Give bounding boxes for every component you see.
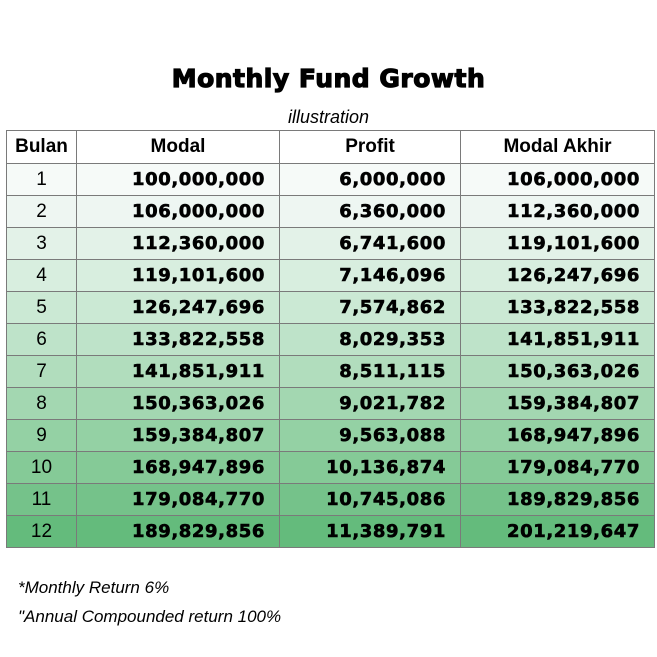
page-title: Monthly Fund Growth [171, 64, 486, 93]
header-profit: Profit [280, 131, 461, 164]
cell-modal-akhir: 150,363,026 [461, 356, 655, 388]
cell-profit: 6,741,600 [280, 228, 461, 260]
cell-modal-akhir: 141,851,911 [461, 324, 655, 356]
cell-modal-akhir: 189,829,856 [461, 484, 655, 516]
table-row [7, 356, 655, 388]
cell-bulan: 5 [7, 292, 77, 324]
header-modal: Modal [77, 131, 280, 164]
cell-bulan: 11 [7, 484, 77, 516]
cell-bulan: 10 [7, 452, 77, 484]
cell-bulan: 1 [7, 164, 77, 196]
cell-modal: 159,384,807 [77, 420, 280, 452]
fund-growth-table [6, 130, 655, 548]
cell-bulan: 4 [7, 260, 77, 292]
cell-profit: 8,511,115 [280, 356, 461, 388]
cell-bulan: 3 [7, 228, 77, 260]
cell-modal: 141,851,911 [77, 356, 280, 388]
cell-profit: 9,021,782 [280, 388, 461, 420]
cell-bulan: 6 [7, 324, 77, 356]
cell-modal: 133,822,558 [77, 324, 280, 356]
cell-profit: 10,136,874 [280, 452, 461, 484]
table-row [7, 228, 655, 260]
note-monthly-return: *Monthly Return 6% [18, 578, 170, 597]
footnotes [18, 573, 281, 631]
cell-bulan: 7 [7, 356, 77, 388]
cell-bulan: 2 [7, 196, 77, 228]
table-row [7, 164, 655, 196]
cell-modal: 179,084,770 [77, 484, 280, 516]
cell-profit: 7,574,862 [280, 292, 461, 324]
cell-modal-akhir: 179,084,770 [461, 452, 655, 484]
cell-profit: 6,000,000 [280, 164, 461, 196]
cell-profit: 6,360,000 [280, 196, 461, 228]
cell-modal-akhir: 126,247,696 [461, 260, 655, 292]
table-row [7, 452, 655, 484]
page-subtitle: illustration [287, 107, 370, 127]
cell-modal-akhir: 159,384,807 [461, 388, 655, 420]
cell-profit: 8,029,353 [280, 324, 461, 356]
cell-bulan: 12 [7, 516, 77, 548]
cell-bulan: 8 [7, 388, 77, 420]
cell-modal: 126,247,696 [77, 292, 280, 324]
table-row [7, 484, 655, 516]
table-row [7, 388, 655, 420]
cell-profit: 9,563,088 [280, 420, 461, 452]
header-modal-akhir: Modal Akhir [461, 131, 655, 164]
cell-modal-akhir: 119,101,600 [461, 228, 655, 260]
table-row [7, 196, 655, 228]
table-row [7, 420, 655, 452]
note-annual-return: "Annual Compounded return 100% [18, 607, 282, 626]
cell-modal-akhir: 201,219,647 [461, 516, 655, 548]
cell-modal: 106,000,000 [77, 196, 280, 228]
table-row [7, 260, 655, 292]
cell-profit: 10,745,086 [280, 484, 461, 516]
cell-modal-akhir: 106,000,000 [461, 164, 655, 196]
table-row [7, 324, 655, 356]
cell-modal: 119,101,600 [77, 260, 280, 292]
header-bulan: Bulan [7, 131, 77, 164]
cell-modal-akhir: 168,947,896 [461, 420, 655, 452]
cell-modal: 189,829,856 [77, 516, 280, 548]
table-row [7, 292, 655, 324]
cell-profit: 11,389,791 [280, 516, 461, 548]
table-header-row [7, 131, 655, 164]
cell-modal-akhir: 112,360,000 [461, 196, 655, 228]
table-row [7, 516, 655, 548]
cell-modal: 150,363,026 [77, 388, 280, 420]
cell-profit: 7,146,096 [280, 260, 461, 292]
cell-modal: 168,947,896 [77, 452, 280, 484]
cell-modal: 112,360,000 [77, 228, 280, 260]
cell-modal: 100,000,000 [77, 164, 280, 196]
cell-modal-akhir: 133,822,558 [461, 292, 655, 324]
cell-bulan: 9 [7, 420, 77, 452]
